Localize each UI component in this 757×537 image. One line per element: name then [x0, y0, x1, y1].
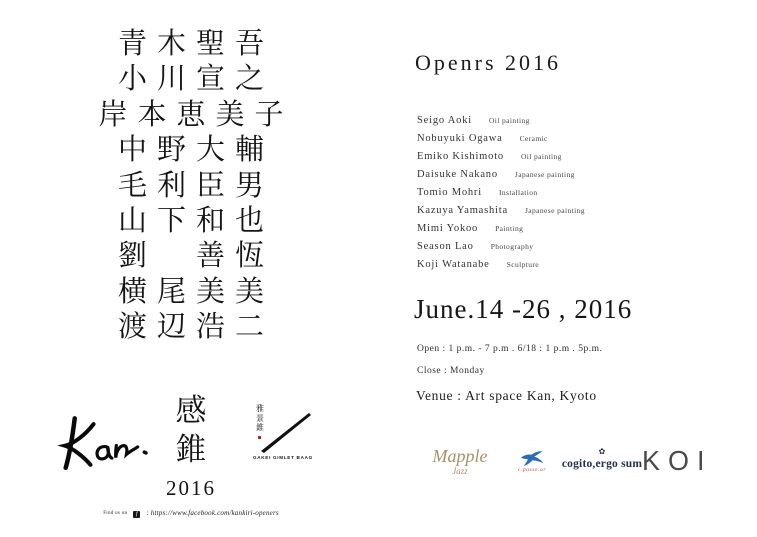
- name-row: 青木聖吾: [117, 28, 274, 60]
- mapple-logo-tiny-text: · · · ·: [453, 476, 467, 481]
- artist-row: [417, 218, 585, 236]
- artist-discipline: Japanese painting: [514, 170, 575, 179]
- artist-row: [417, 254, 585, 272]
- artist-list-english: [417, 110, 585, 272]
- title-year: 2016: [166, 476, 216, 500]
- facebook-icon: f: [133, 511, 140, 518]
- artist-row: [417, 110, 585, 128]
- title-char-kiri: 錐: [175, 432, 207, 467]
- bird-logo-tiny-text: · · ·: [528, 446, 536, 450]
- name-row: 岸本恵美子: [98, 98, 294, 131]
- open-hours-line: Open : 1 p.m. - 7 p.m . 6/18 : 1 p.m . 5p.m.: [417, 344, 603, 354]
- artist-discipline: Oil painting: [520, 152, 562, 161]
- facebook-url: : https://www.facebook.com/kankiri-openers: [146, 509, 279, 517]
- mapple-jazz-logo: [416, 447, 504, 482]
- bird-logo-red-text: c.passe.ar: [517, 467, 547, 473]
- artist-name: Tomio Mohri: [417, 187, 482, 198]
- artist-row: [417, 200, 585, 218]
- artist-row: [417, 164, 585, 182]
- artist-discipline: Sculpture: [506, 260, 539, 269]
- name-row: 渡辺浩二: [117, 311, 274, 344]
- bird-logo: [504, 446, 560, 474]
- name-row: 山下和也: [117, 205, 274, 238]
- gimlet-line-icon: [259, 409, 317, 457]
- closed-day-line: Close : Monday: [417, 366, 485, 376]
- cogito-logo-tiny-text: · · ·: [632, 471, 640, 475]
- artist-discipline: Painting: [495, 224, 524, 233]
- artist-name: Koji Watanabe: [417, 259, 490, 270]
- artist-discipline: Ceramic: [519, 134, 548, 143]
- page-title: Openrs 2016: [415, 50, 562, 75]
- exhibition-title-vertical: [166, 391, 216, 501]
- exhibition-dates: June.14 -26 , 2016: [414, 294, 633, 324]
- artist-name: Daisuke Nakano: [417, 169, 498, 180]
- artist-row: [417, 128, 585, 146]
- artist-row: [417, 146, 585, 164]
- artist-row: [417, 236, 585, 254]
- name-row: 小川宣之: [117, 63, 274, 96]
- artist-discipline: Photography: [490, 242, 534, 251]
- mapple-logo-text: Mapple: [432, 446, 488, 466]
- swallow-bird-icon: [519, 451, 545, 466]
- gakei-caption: GAKEI GIMLET BAAG: [253, 455, 313, 460]
- cogito-logo-text: cogito,ergo sum: [561, 458, 643, 470]
- venue-line: Venue : Art space Kan, Kyoto: [416, 388, 597, 403]
- koi-logo: KOI: [642, 445, 713, 477]
- name-row: 毛利臣男: [117, 169, 274, 202]
- facebook-prefix: Find us on: [103, 511, 128, 516]
- artist-row: [417, 182, 585, 200]
- name-row: 中野大輔: [117, 134, 274, 167]
- artist-name: Season Lao: [417, 241, 474, 252]
- artist-discipline: Installation: [498, 188, 538, 197]
- artist-name: Seigo Aoki: [417, 115, 472, 126]
- kan-signature: [52, 408, 172, 478]
- facebook-line: [0, 502, 382, 520]
- artist-name: Emiko Kishimoto: [417, 151, 504, 162]
- name-row: 劉 善恆: [117, 240, 274, 273]
- cogito-ergo-sum-logo: [556, 447, 648, 476]
- name-row: 横尾美美: [117, 275, 274, 308]
- gakei-gimlet-baag-logo: [247, 403, 317, 471]
- title-char-kan: 感: [175, 393, 207, 428]
- cogito-crest-icon: ✿: [598, 447, 606, 456]
- artist-discipline: Oil painting: [488, 116, 530, 125]
- artist-discipline: Japanese painting: [524, 206, 585, 215]
- artist-name: Mimi Yokoo: [417, 223, 479, 234]
- mapple-logo-subtext: Jazz: [452, 466, 468, 476]
- artist-name: Kazuya Yamashita: [417, 205, 508, 216]
- gakei-vertical-text: 雅 景 錐: [256, 404, 264, 432]
- artist-names-japanese: [0, 27, 382, 346]
- artist-name: Nobuyuki Ogawa: [417, 133, 503, 144]
